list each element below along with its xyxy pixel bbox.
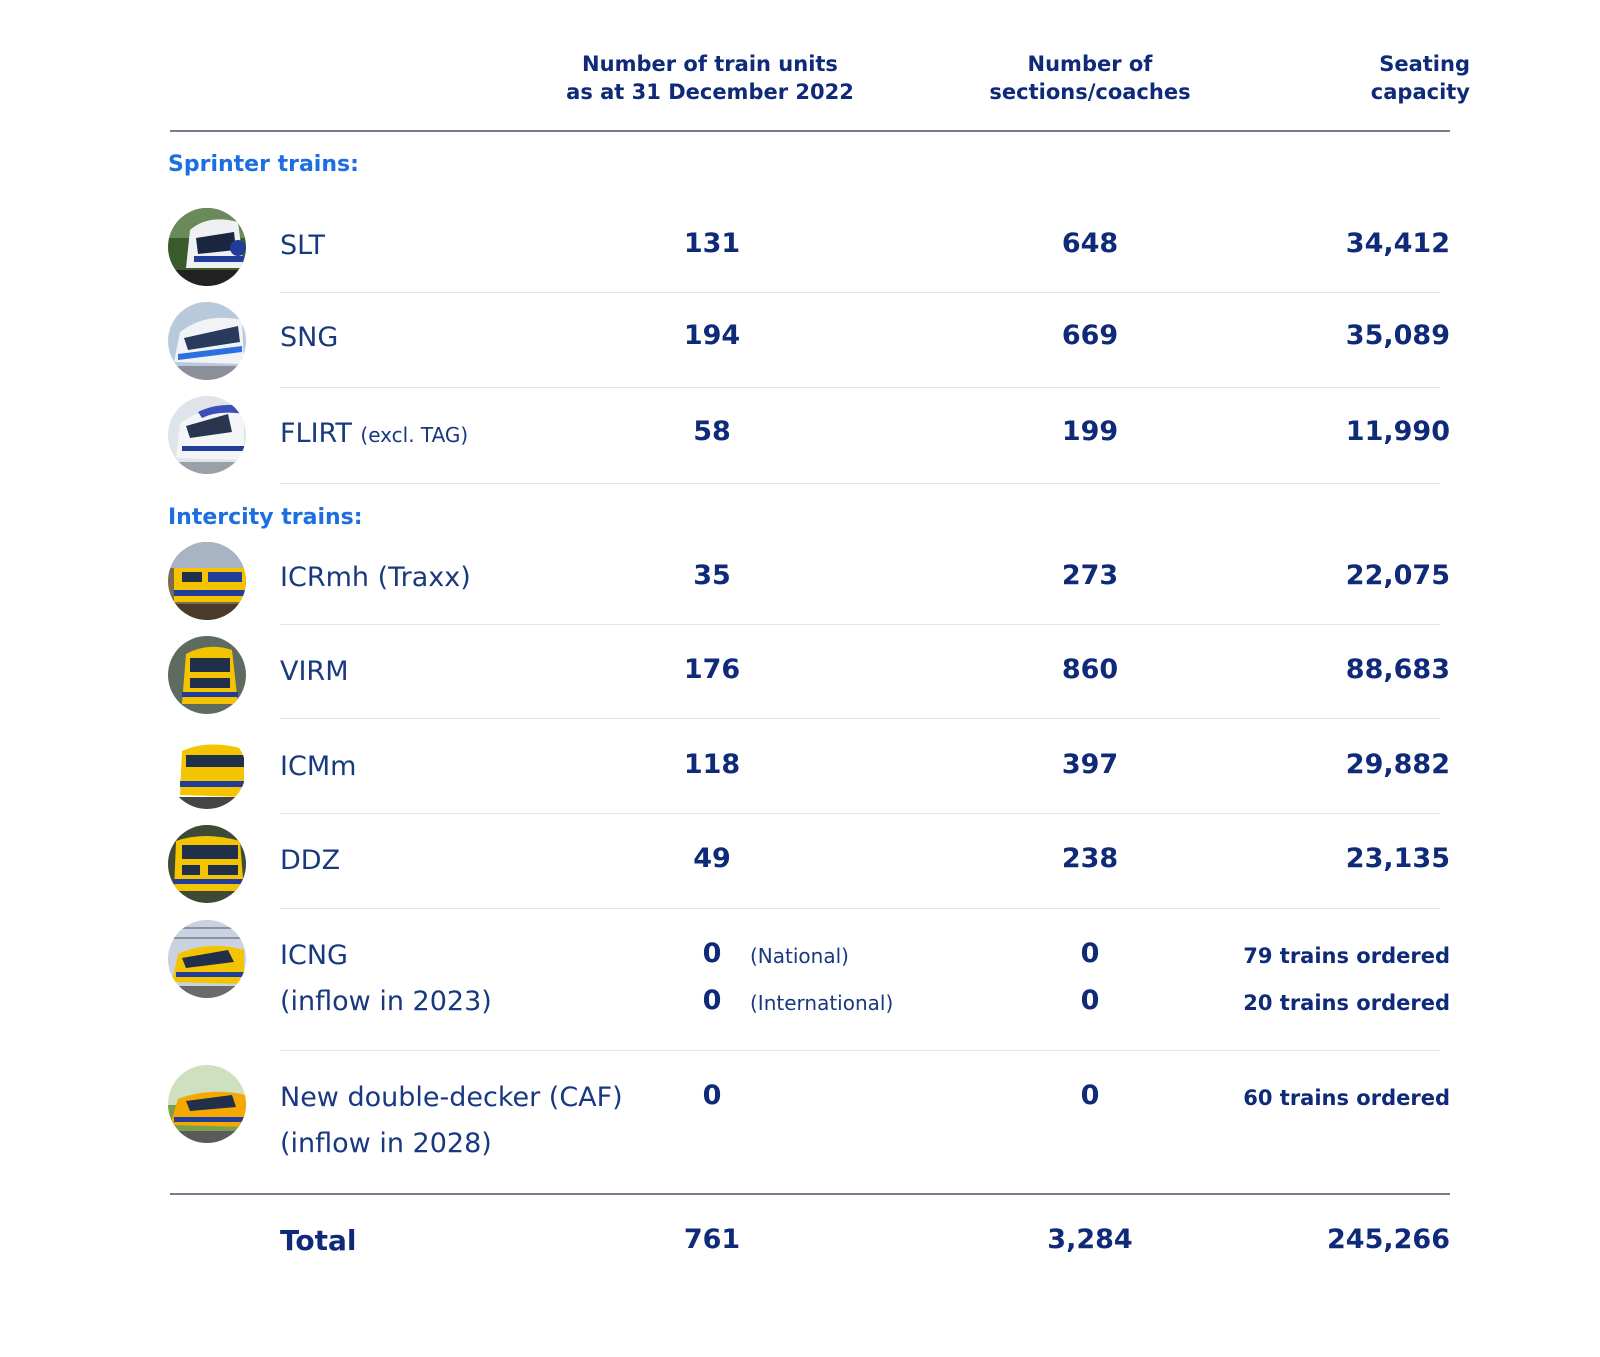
- row-units: 58: [693, 416, 731, 447]
- row-seats: 11,990: [1345, 416, 1450, 447]
- row-units: 49: [693, 843, 731, 874]
- row-divider: [280, 1050, 1440, 1051]
- total-label: Total: [280, 1224, 357, 1257]
- row-seats: 22,075: [1345, 560, 1450, 591]
- row-sections: 397: [1061, 749, 1119, 780]
- train-flirt-icon: [168, 396, 246, 474]
- row-name-line2: (inflow in 2023): [280, 986, 492, 1017]
- row-sections: 860: [1061, 654, 1119, 685]
- header-units: [560, 50, 860, 106]
- row-seats: 34,412: [1345, 228, 1450, 259]
- row-divider: [280, 624, 1440, 625]
- row-units: 131: [683, 228, 741, 259]
- row-name: DDZ: [280, 845, 341, 876]
- row-divider: [280, 292, 1440, 293]
- total-rule: [170, 1193, 1450, 1195]
- row-units: 0: [702, 1080, 722, 1111]
- row-divider: [280, 813, 1440, 814]
- row-name-suffix: (excl. TAG): [360, 423, 469, 447]
- train-icrmh-icon: [168, 542, 246, 620]
- row-seats: 60 trains ordered: [1243, 1086, 1450, 1110]
- row-name: SLT: [280, 230, 325, 261]
- row-note-national: (National): [750, 944, 849, 968]
- row-name: [280, 418, 468, 449]
- total-seats: 245,266: [1327, 1224, 1450, 1255]
- header-sections-line1: Number of: [1027, 52, 1153, 76]
- header-sections: [960, 50, 1220, 106]
- row-name-line2: (inflow in 2028): [280, 1128, 492, 1159]
- total-units: 761: [683, 1224, 741, 1255]
- row-seats-international: 20 trains ordered: [1243, 991, 1450, 1015]
- header-rule: [170, 130, 1450, 132]
- train-sng-icon: [168, 302, 246, 380]
- row-units: 35: [693, 560, 731, 591]
- row-divider: [280, 483, 1440, 484]
- row-sections: 0: [1080, 1080, 1100, 1111]
- row-divider: [280, 908, 1440, 909]
- train-slt-icon: [168, 208, 246, 286]
- section-sprinter: Sprinter trains:: [168, 152, 359, 177]
- total-sections: 3,284: [1047, 1224, 1133, 1255]
- header-seats: [1310, 50, 1470, 106]
- train-icmm-icon: [168, 731, 246, 809]
- row-name: ICRmh (Traxx): [280, 562, 471, 593]
- row-seats: 29,882: [1345, 749, 1450, 780]
- row-sections: 648: [1061, 228, 1119, 259]
- row-units: 118: [683, 749, 741, 780]
- row-name-main: FLIRT: [280, 418, 352, 449]
- row-name-line1: New double-decker (CAF): [280, 1082, 623, 1113]
- header-seats-line1: Seating: [1379, 52, 1470, 76]
- row-sections: 199: [1061, 416, 1119, 447]
- row-seats: 23,135: [1345, 843, 1450, 874]
- row-sections: 669: [1061, 320, 1119, 351]
- row-seats: 35,089: [1345, 320, 1450, 351]
- row-units: 194: [683, 320, 741, 351]
- row-units: 176: [683, 654, 741, 685]
- row-name-line1: ICNG: [280, 940, 348, 971]
- header-units-line2: as at 31 December 2022: [566, 80, 854, 104]
- row-sections-international: 0: [1080, 985, 1100, 1016]
- row-name: VIRM: [280, 656, 349, 687]
- train-caf-icon: [168, 1065, 246, 1143]
- row-units-national: 0: [702, 938, 722, 969]
- row-name: SNG: [280, 322, 339, 353]
- row-units-international: 0: [702, 985, 722, 1016]
- row-divider: [280, 718, 1440, 719]
- row-divider: [280, 387, 1440, 388]
- row-sections: 273: [1061, 560, 1119, 591]
- header-sections-line2: sections/coaches: [989, 80, 1191, 104]
- row-sections-national: 0: [1080, 938, 1100, 969]
- row-seats: 88,683: [1345, 654, 1450, 685]
- section-intercity: Intercity trains:: [168, 505, 363, 530]
- row-sections: 238: [1061, 843, 1119, 874]
- row-note-international: (International): [750, 991, 894, 1015]
- row-name: ICMm: [280, 751, 357, 782]
- train-icng-icon: [168, 920, 246, 998]
- header-seats-line2: capacity: [1370, 80, 1470, 104]
- train-virm-icon: [168, 636, 246, 714]
- row-seats-national: 79 trains ordered: [1243, 944, 1450, 968]
- train-ddz-icon: [168, 825, 246, 903]
- header-units-line1: Number of train units: [582, 52, 838, 76]
